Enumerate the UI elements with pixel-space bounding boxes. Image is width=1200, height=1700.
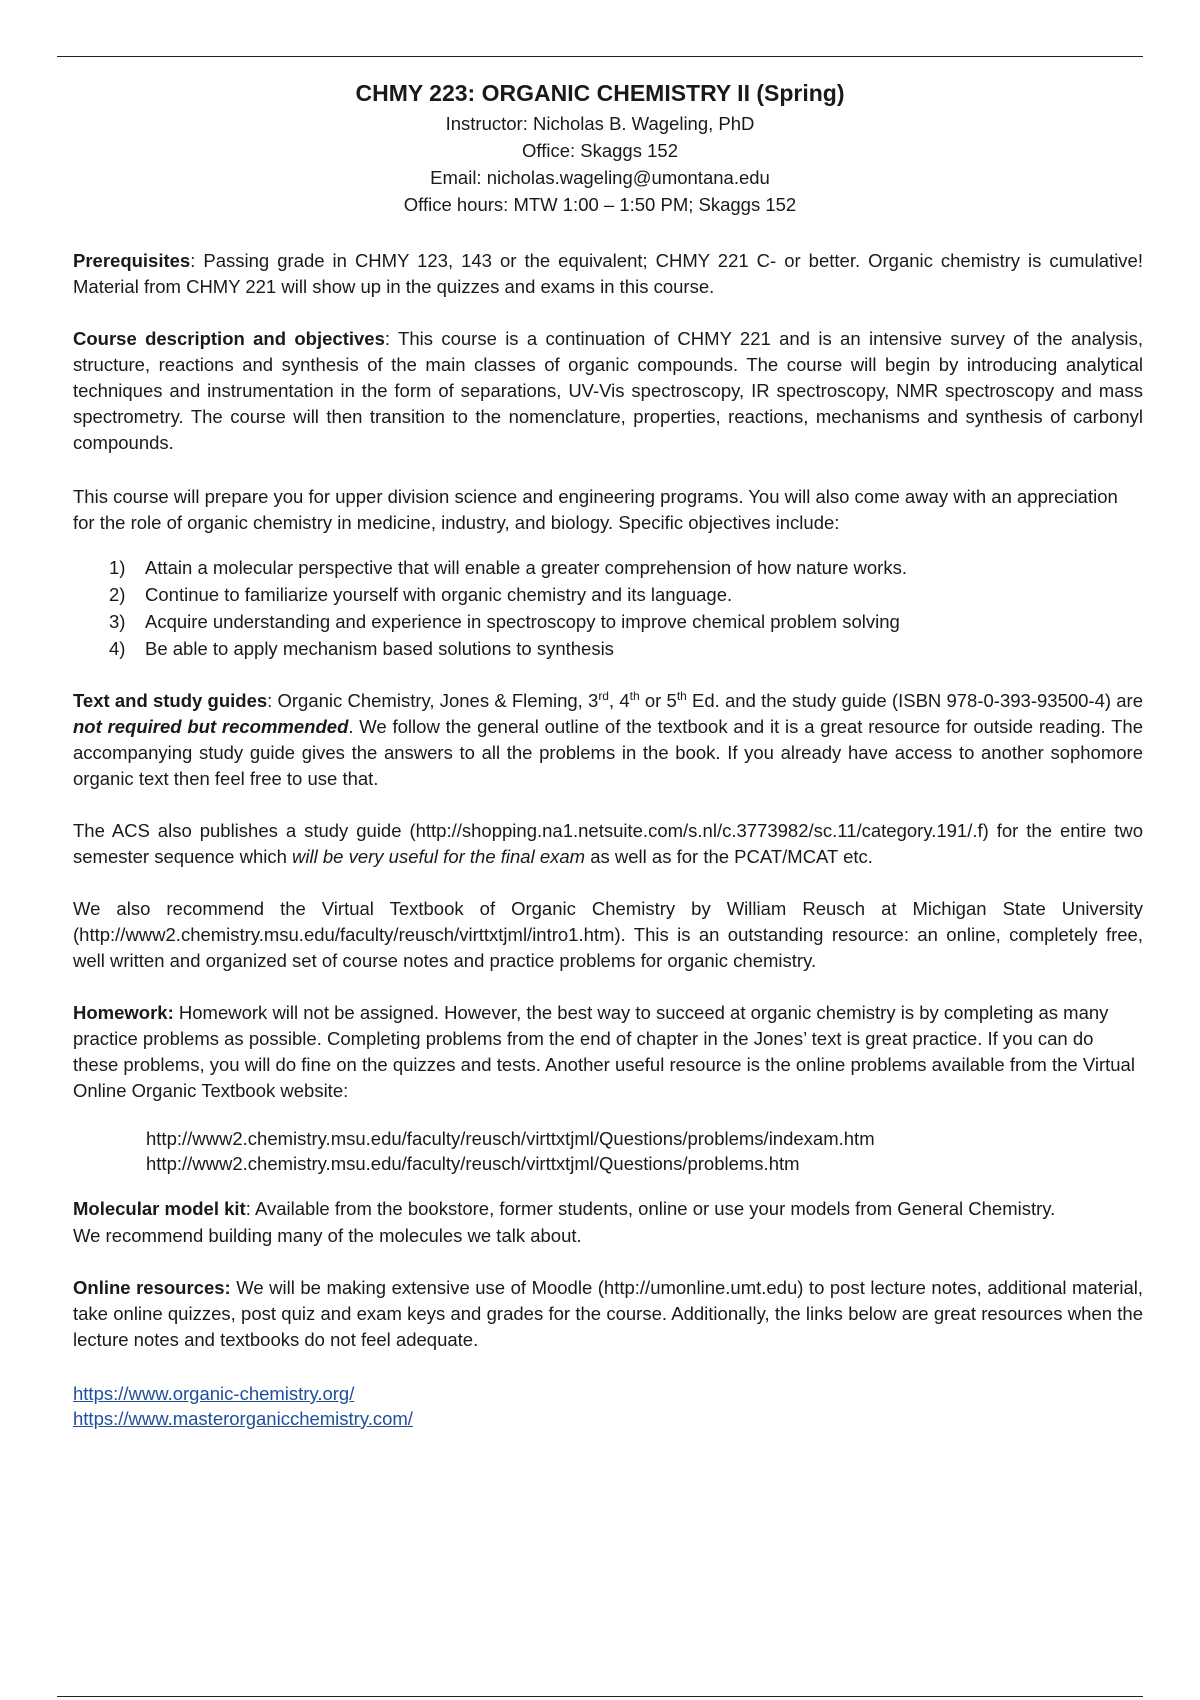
- model-kit-paragraph: [73, 1196, 1143, 1222]
- online-resources-text: We will be making extensive use of Moodle (http://umonline.umt.edu) to post lecture notes, additional material, take online quizzes, post quiz and exam keys and grades for the course. Additionally, the links below are great resources when the lecture notes and textbooks do not feel adequate.: [73, 1277, 1143, 1350]
- syllabus-header: [57, 78, 1143, 218]
- text-guides-label: Text and study guides: [73, 690, 268, 711]
- course-description-paragraph: [73, 326, 1143, 456]
- text-guides-text: : Organic Chemistry, Jones & Fleming, 3: [267, 690, 599, 711]
- prerequisites-paragraph: [73, 248, 1143, 300]
- homework-paragraph: [73, 1000, 1143, 1104]
- list-item: [109, 554, 1143, 581]
- list-item: [109, 608, 1143, 635]
- text-guides-text: Ed. and the study guide (ISBN 978-0-393-93500-4) are: [686, 690, 1143, 711]
- problem-url: http://www2.chemistry.msu.edu/faculty/reusch/virttxtjml/Questions/problems/indexam.htm: [146, 1128, 875, 1149]
- course-title: CHMY 223: ORGANIC CHEMISTRY II (Spring): [355, 80, 845, 106]
- text-guides-text: . We follow the general outline of the textbook and it is a great resource for outside reading. The accompanying study guide gives the answers to all the problems in the book. If you already have access to another sophomore organic text then feel free to use that.: [73, 716, 1144, 789]
- text-guides-paragraph: [73, 688, 1143, 792]
- bottom-rule: [57, 1696, 1143, 1697]
- prerequisites-label: Prerequisites: [73, 250, 191, 271]
- acs-text: The ACS also publishes a study guide (http://shopping.na1.netsuite.com/s.nl/c.3773982/sc.11/category.191/.f) for the entire two semester sequence which: [73, 820, 1143, 867]
- model-kit-label: Molecular model kit: [73, 1198, 246, 1219]
- prepare-paragraph: This course will prepare you for upper division science and engineering programs. You will also come away with an appreciation for the role of organic chemistry in medicine, industry, and biology. Specific objectives include:: [73, 486, 1118, 533]
- office-hours-line: Office hours: MTW 1:00 – 1:50 PM; Skaggs 152: [403, 194, 797, 215]
- objective-text: Be able to apply mechanism based solutions to synthesis: [145, 638, 614, 659]
- model-kit-text: : Available from the bookstore, former students, online or use your models from General Chemistry.: [245, 1198, 1056, 1219]
- objective-number: 2): [109, 584, 126, 605]
- edition-superscript: rd: [598, 688, 609, 703]
- objective-text: Attain a molecular perspective that will enable a greater comprehension of how nature works.: [145, 557, 907, 578]
- edition-superscript: th: [629, 688, 640, 703]
- acs-paragraph: [73, 818, 1143, 870]
- online-resources-label: Online resources:: [73, 1277, 231, 1298]
- instructor-line: Instructor: Nicholas B. Wageling, PhD: [445, 113, 755, 134]
- objective-text: Continue to familiarize yourself with organic chemistry and its language.: [145, 584, 733, 605]
- organic-chemistry-link[interactable]: https://www.organic-chemistry.org/: [73, 1383, 355, 1404]
- prerequisites-text: : Passing grade in CHMY 123, 143 or the equivalent; CHMY 221 C- or better. Organic chemistry is cumulative! Material from CHMY 221 will show up in the quizzes and exams in this course.: [73, 250, 1143, 297]
- virtual-textbook-paragraph: We also recommend the Virtual Textbook of Organic Chemistry by William Reusch at Michigan State University (http://www2.chemistry.msu.edu/faculty/reusch/virttxtjml/intro1.htm). This is an outstanding resource: an online, completely free, well written and organized set of course notes and practice problems for organic chemistry.: [73, 898, 1143, 971]
- text-guides-text: or 5: [639, 690, 677, 711]
- office-line: Office: Skaggs 152: [522, 140, 678, 161]
- edition-superscript: th: [676, 688, 687, 703]
- master-organic-chemistry-link[interactable]: https://www.masterorganicchemistry.com/: [73, 1408, 413, 1429]
- acs-text: as well as for the PCAT/MCAT etc.: [585, 846, 873, 867]
- objective-text: Acquire understanding and experience in spectroscopy to improve chemical problem solving: [145, 611, 900, 632]
- list-item: [109, 581, 1143, 608]
- final-exam-emphasis: will be very useful for the final exam: [292, 846, 586, 867]
- syllabus-page: [73, 78, 1143, 1431]
- email-line: Email: nicholas.wageling@umontana.edu: [430, 167, 770, 188]
- model-kit-line2: We recommend building many of the molecules we talk about.: [73, 1225, 582, 1246]
- objective-number: 4): [109, 638, 126, 659]
- homework-label: Homework:: [73, 1002, 174, 1023]
- homework-text: Homework will not be assigned. However, the best way to succeed at organic chemistry is by completing as many practice problems as possible. Completing problems from the end of chapter in the Jones’ text is great practice. If you can do these problems, you will do fine on the quizzes and tests. Another useful resource is the online problems available from the Virtual Online Organic Textbook website:: [73, 1002, 1135, 1101]
- problem-url: http://www2.chemistry.msu.edu/faculty/reusch/virttxtjml/Questions/problems.htm: [146, 1153, 800, 1174]
- top-rule: [57, 56, 1143, 57]
- objective-number: 3): [109, 611, 126, 632]
- objectives-list: [73, 554, 1143, 662]
- list-item: [109, 635, 1143, 662]
- resource-links: [73, 1381, 1143, 1431]
- not-required-emphasis: not required but recommended: [73, 716, 349, 737]
- course-description-text: : This course is a continuation of CHMY 221 and is an intensive survey of the analysis, structure, reactions and synthesis of the main classes of organic compounds. The course will begin by introducing analytical techniques and instrumentation in the form of separations, UV-Vis spectroscopy, IR spectroscopy, NMR spectroscopy and mass spectrometry. The course will then transition to the nomenclature, properties, reactions, mechanisms and synthesis of carbonyl compounds.: [73, 328, 1143, 453]
- course-description-label: Course description and objectives: [73, 328, 385, 349]
- text-guides-text: , 4: [608, 690, 630, 711]
- problem-urls: [146, 1126, 1143, 1176]
- objective-number: 1): [109, 557, 126, 578]
- online-resources-paragraph: [73, 1275, 1143, 1353]
